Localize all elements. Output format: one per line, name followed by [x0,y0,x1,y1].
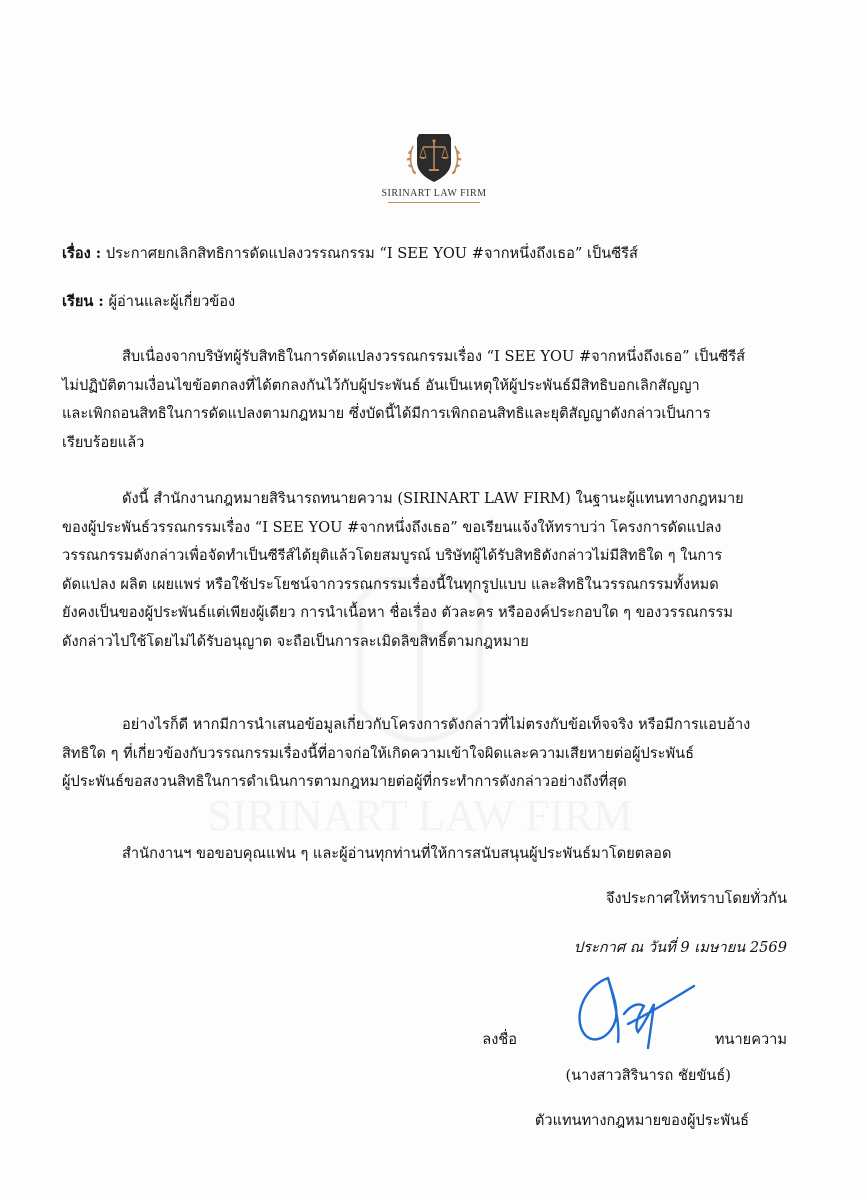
recipient-text: ผู้อ่านและผู้เกี่ยวข้อง [108,293,236,310]
paragraph-line: และเพิกถอนสิทธิในการดัดแปลงตามกฎหมาย ซึ่งบัดนี้ได้มีการเพิกถอนสิทธิและยุติสัญญาดังกล่าวเป็นการ [62,405,711,422]
sign-label: ลงชื่อ [482,1031,517,1048]
paragraph-4 [62,840,790,869]
paragraph-line: ของผู้ประพันธ์วรรณกรรมเรื่อง “I SEE YOU #จากหนึ่งถึงเธอ” ขอเรียนแจ้งให้ทราบว่า โครงการดัดแปลง [62,518,722,536]
subject-line [62,240,802,269]
handwritten-signature-icon [568,968,698,1052]
signer-title: ตัวแทนทางกฎหมายของผู้ประพันธ์ [534,1112,749,1129]
announcement-date: ประกาศ ณ วันที่ 9 เมษายน 2569 [573,939,787,956]
firm-name: SIRINART LAW FIRM [381,188,487,199]
paragraph-line: สำนักงานฯ ขอขอบคุณแฟน ๆ และผู้อ่านทุกท่านที่ให้การสนับสนุนผู้ประพันธ์มาโดยตลอด [122,845,672,862]
paragraph-line: ดัดแปลง ผลิต เผยแพร่ หรือใช้ประโยชน์จากวรรณกรรมเรื่องนี้ในทุกรูปแบบ และสิทธิในวรรณกรรมทั้งหมด [62,575,719,593]
signer-role: ทนายความ [714,1031,787,1048]
signer-name: (นางสาวสิรินารถ ชัยขันธ์) [565,1067,731,1084]
recipient-label: เรียน : [62,293,104,310]
svg-text:SIRINART LAW FIRM: SIRINART LAW FIRM [207,791,633,840]
paragraph-line: วรรณกรรมดังกล่าวเพื่อจัดทำเป็นซีรีส์ได้ยุติแล้วโดยสมบูรณ์ บริษัทผู้ได้รับสิทธิดังกล่าวไม่มีสิทธิใด ๆ ในการ [62,547,723,564]
scales-of-justice-shield-icon [403,128,465,186]
paragraph-line: สิทธิใด ๆ ที่เกี่ยวข้องกับวรรณกรรมเรื่องนี้ที่อาจก่อให้เกิดความเข้าใจผิดและความเสียหายต่อผู้ประพันธ์ [62,744,694,762]
subject-text: ประกาศยกเลิกสิทธิการดัดแปลงวรรณกรรม “I SEE YOU #จากหนึ่งถึงเธอ” เป็นซีรีส์ [105,245,638,262]
letterhead-divider [388,202,480,203]
paragraph-2 [62,485,790,656]
paragraph-line: ดังกล่าวไปใช้โดยไม่ได้รับอนุญาต จะถือเป็นการละเมิดลิขสิทธิ์ตามกฎหมาย [62,632,529,650]
paragraph-3 [62,711,790,797]
paragraph-line: เรียบร้อยแล้ว [62,433,145,451]
letterhead-logo [378,128,490,203]
paragraph-line: ดังนี้ สำนักงานกฎหมายสิรินารถทนายความ (SIRINART LAW FIRM) ในฐานะผู้แทนทางกฎหมาย [122,490,744,507]
paragraph-line: ไม่ปฏิบัติตามเงื่อนไขข้อตกลงที่ได้ตกลงกันไว้กับผู้ประพันธ์ อันเป็นเหตุให้ผู้ประพันธ์มีสิทธิบอกเลิกสัญญา [62,376,700,394]
paragraph-line: ผู้ประพันธ์ขอสงวนสิทธิในการดำเนินการตามกฎหมายต่อผู้ที่กระทำการดังกล่าวอย่างถึงที่สุด [62,773,627,790]
closing-announcement: จึงประกาศให้ทราบโดยทั่วกัน [605,890,787,907]
subject-label: เรื่อง : [62,245,102,262]
paragraph-line: อย่างไรก็ดี หากมีการนำเสนอข้อมูลเกี่ยวกับโครงการดังกล่าวที่ไม่ตรงกับข้อเท็จจริง หรือมีการแอบอ้าง [122,716,751,733]
paragraph-1 [62,343,790,457]
paragraph-line: สืบเนื่องจากบริษัทผู้รับสิทธิในการดัดแปลงวรรณกรรมเรื่อง “I SEE YOU #จากหนึ่งถึงเธอ” เป็นซีรีส์ [122,348,746,365]
recipient-line [62,288,802,317]
paragraph-line: ยังคงเป็นของผู้ประพันธ์แต่เพียงผู้เดียว การนำเนื้อหา ชื่อเรื่อง ตัวละคร หรือองค์ประกอบใด ๆ ของวรรณกรรม [62,604,733,621]
